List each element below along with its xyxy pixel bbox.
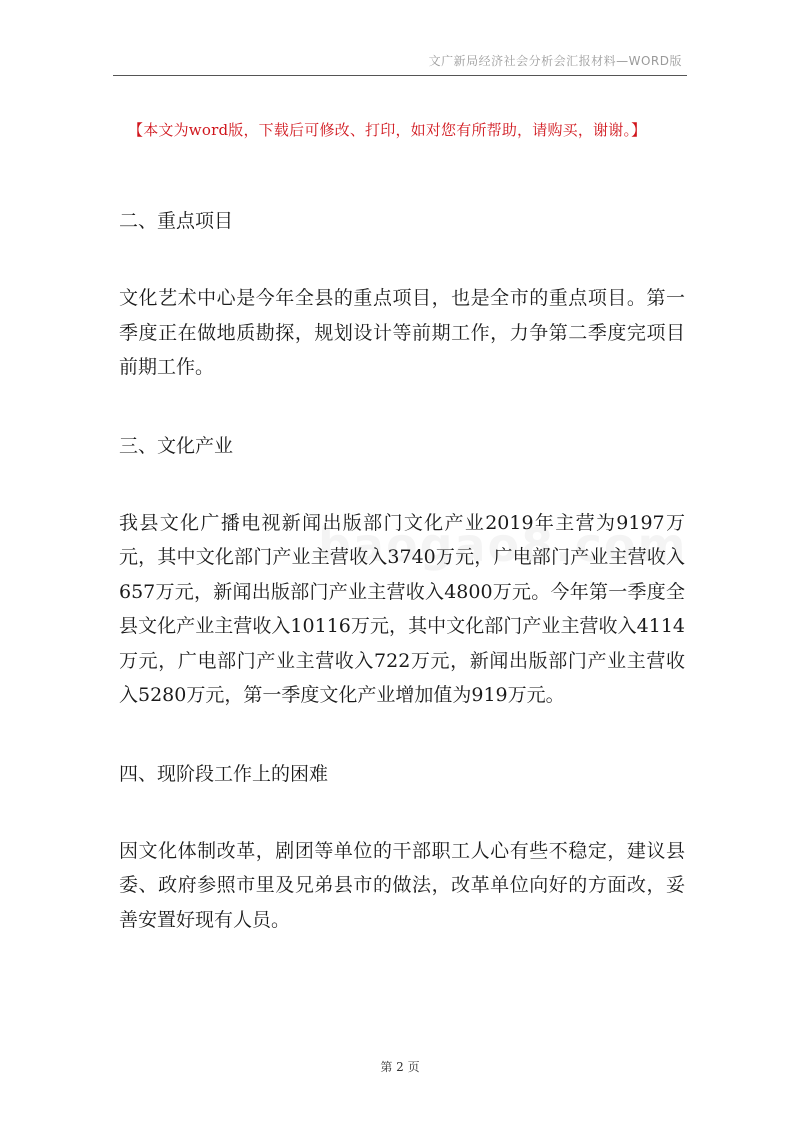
page-number: 第 2 页 [380,1060,420,1074]
section-heading-culture-industry: 三、文化产业 [119,434,234,457]
section-body-culture-industry: 我县文化广播电视新闻出版部门文化产业2019年主营为9197万元，其中文化部门产业主营收入3740万元，广电部门产业主营收入657万元，新闻出版部门产业主营收入4800万元。今年第一季度全县文化产业主营收入10116万元，其中文化部门产业主营收入4114万元，广电部门产业主营收入722万元，新闻出版部门产业主营收入5280万元，第一季度文化产业增加值为919万元。 [119,511,685,706]
section-heading-key-projects: 二、重点项目 [119,210,234,232]
section-heading-difficulties: 四、现阶段工作上的困难 [119,762,329,785]
section-body-difficulties: 因文化体制改革，剧团等单位的干部职工人心有些不稳定，建议县委、政府参照市里及兄弟县市的做法，改革单位向好的方面改，妥善安置好现有人员。 [119,839,685,931]
header-divider [113,75,687,76]
purchase-notice: 【本文为word版，下载后可修改、打印，如对您有所帮助，请购买，谢谢。】 [128,121,647,139]
page-header-title: 文广新局经济社会分析会汇报材料—WORD版 [428,54,682,68]
document-body [119,203,685,937]
section-body-key-projects: 文化艺术中心是今年全县的重点项目，也是全市的重点项目。第一季度正在做地质勘探，规划设计等前期工作，力争第二季度完项目前期工作。 [119,287,685,378]
